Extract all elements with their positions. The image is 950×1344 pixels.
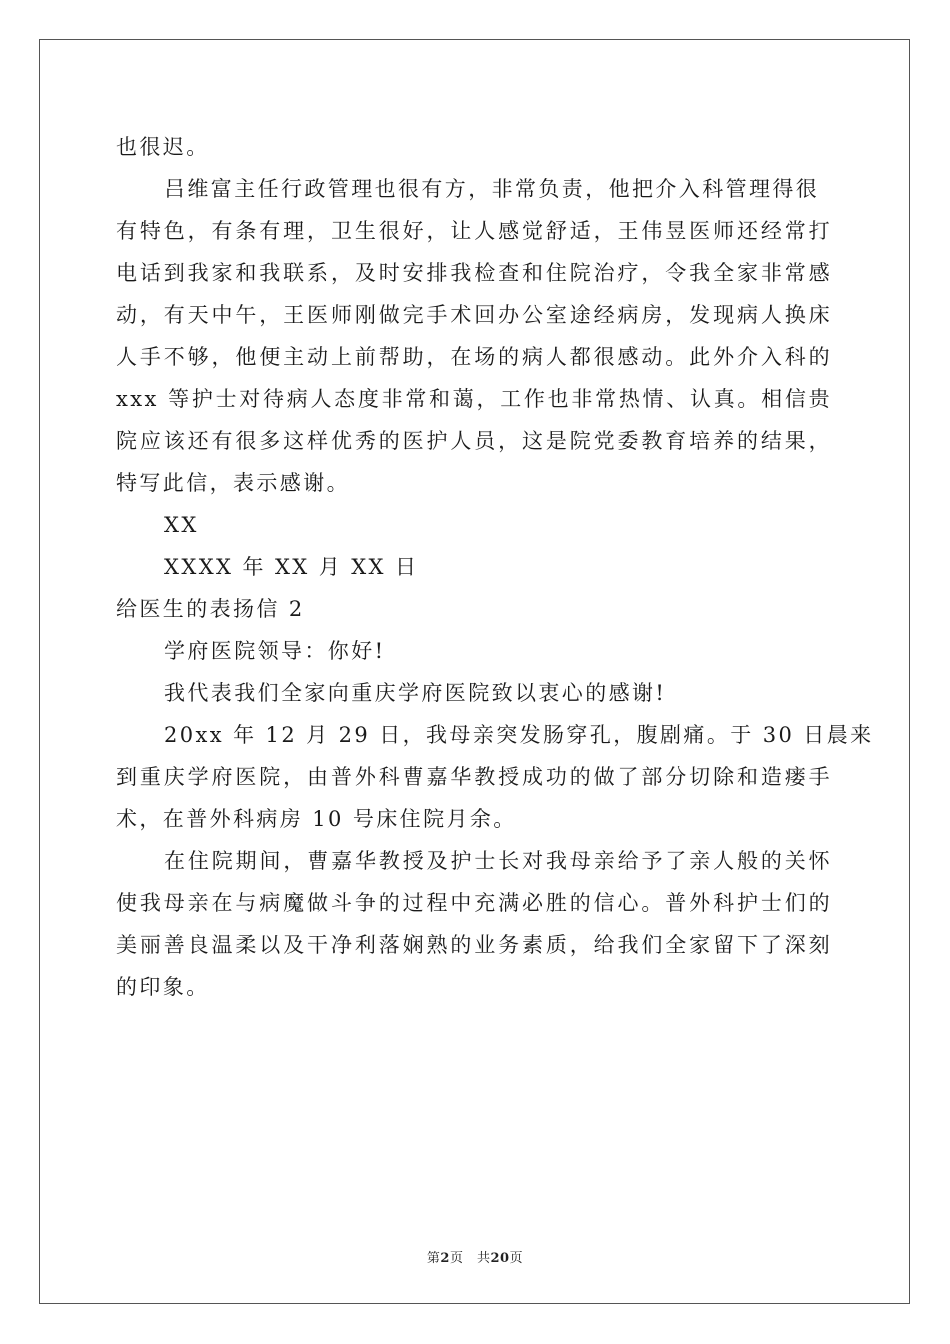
text-line: 院应该还有很多这样优秀的医护人员，这是院党委教育培养的结果，	[116, 429, 832, 453]
current-page-number: 2	[440, 1251, 450, 1266]
text-line: 特写此信，表示感谢。	[116, 471, 350, 495]
text-line: 在住院期间，曹嘉华教授及护士长对我母亲给予了亲人般的关怀	[164, 849, 832, 873]
section-title: 给医生的表扬信 2	[116, 597, 305, 621]
salutation: 学府医院领导：你好!	[164, 639, 386, 663]
text-line: 使我母亲在与病魔做斗争的过程中充满必胜的信心。普外科护士们的	[116, 891, 832, 915]
text-line: 也很迟。	[116, 135, 210, 159]
text-line: 20xx 年 12 月 29 日，我母亲突发肠穿孔，腹剧痛。于 30 日晨来	[164, 723, 874, 747]
footer-suffix: 页	[509, 1251, 524, 1266]
page-footer	[0, 1247, 950, 1266]
document-body	[116, 126, 874, 1008]
signature-date: XXXX 年 XX 月 XX 日	[164, 555, 419, 579]
text-line: 有特色，有条有理，卫生很好，让人感觉舒适，王伟昱医师还经常打	[116, 219, 832, 243]
text-line: 美丽善良温柔以及干净利落娴熟的业务素质，给我们全家留下了深刻	[116, 933, 832, 957]
text-line: 到重庆学府医院，由普外科曹嘉华教授成功的做了部分切除和造瘘手	[116, 765, 832, 789]
total-page-count: 20	[490, 1251, 510, 1266]
text-line: 人手不够，他便主动上前帮助，在场的病人都很感动。此外介入科的	[116, 345, 832, 369]
text-line: xxx 等护士对待病人态度非常和蔼，工作也非常热情、认真。相信贵	[116, 387, 832, 411]
signature-name: XX	[164, 513, 199, 537]
text-line: 吕维富主任行政管理也很有方，非常负责，他把介入科管理得很	[164, 177, 820, 201]
text-line: 的印象。	[116, 975, 210, 999]
footer-prefix: 第	[426, 1251, 441, 1266]
text-line: 我代表我们全家向重庆学府医院致以衷心的感谢!	[164, 681, 667, 705]
text-line: 电话到我家和我联系，及时安排我检查和住院治疗，令我全家非常感	[116, 261, 832, 285]
text-line: 动，有天中午，王医师刚做完手术回办公室途经病房，发现病人换床	[116, 303, 832, 327]
footer-mid: 页 共	[449, 1251, 491, 1266]
text-line: 术，在普外科病房 10 号床住院月余。	[116, 807, 517, 831]
